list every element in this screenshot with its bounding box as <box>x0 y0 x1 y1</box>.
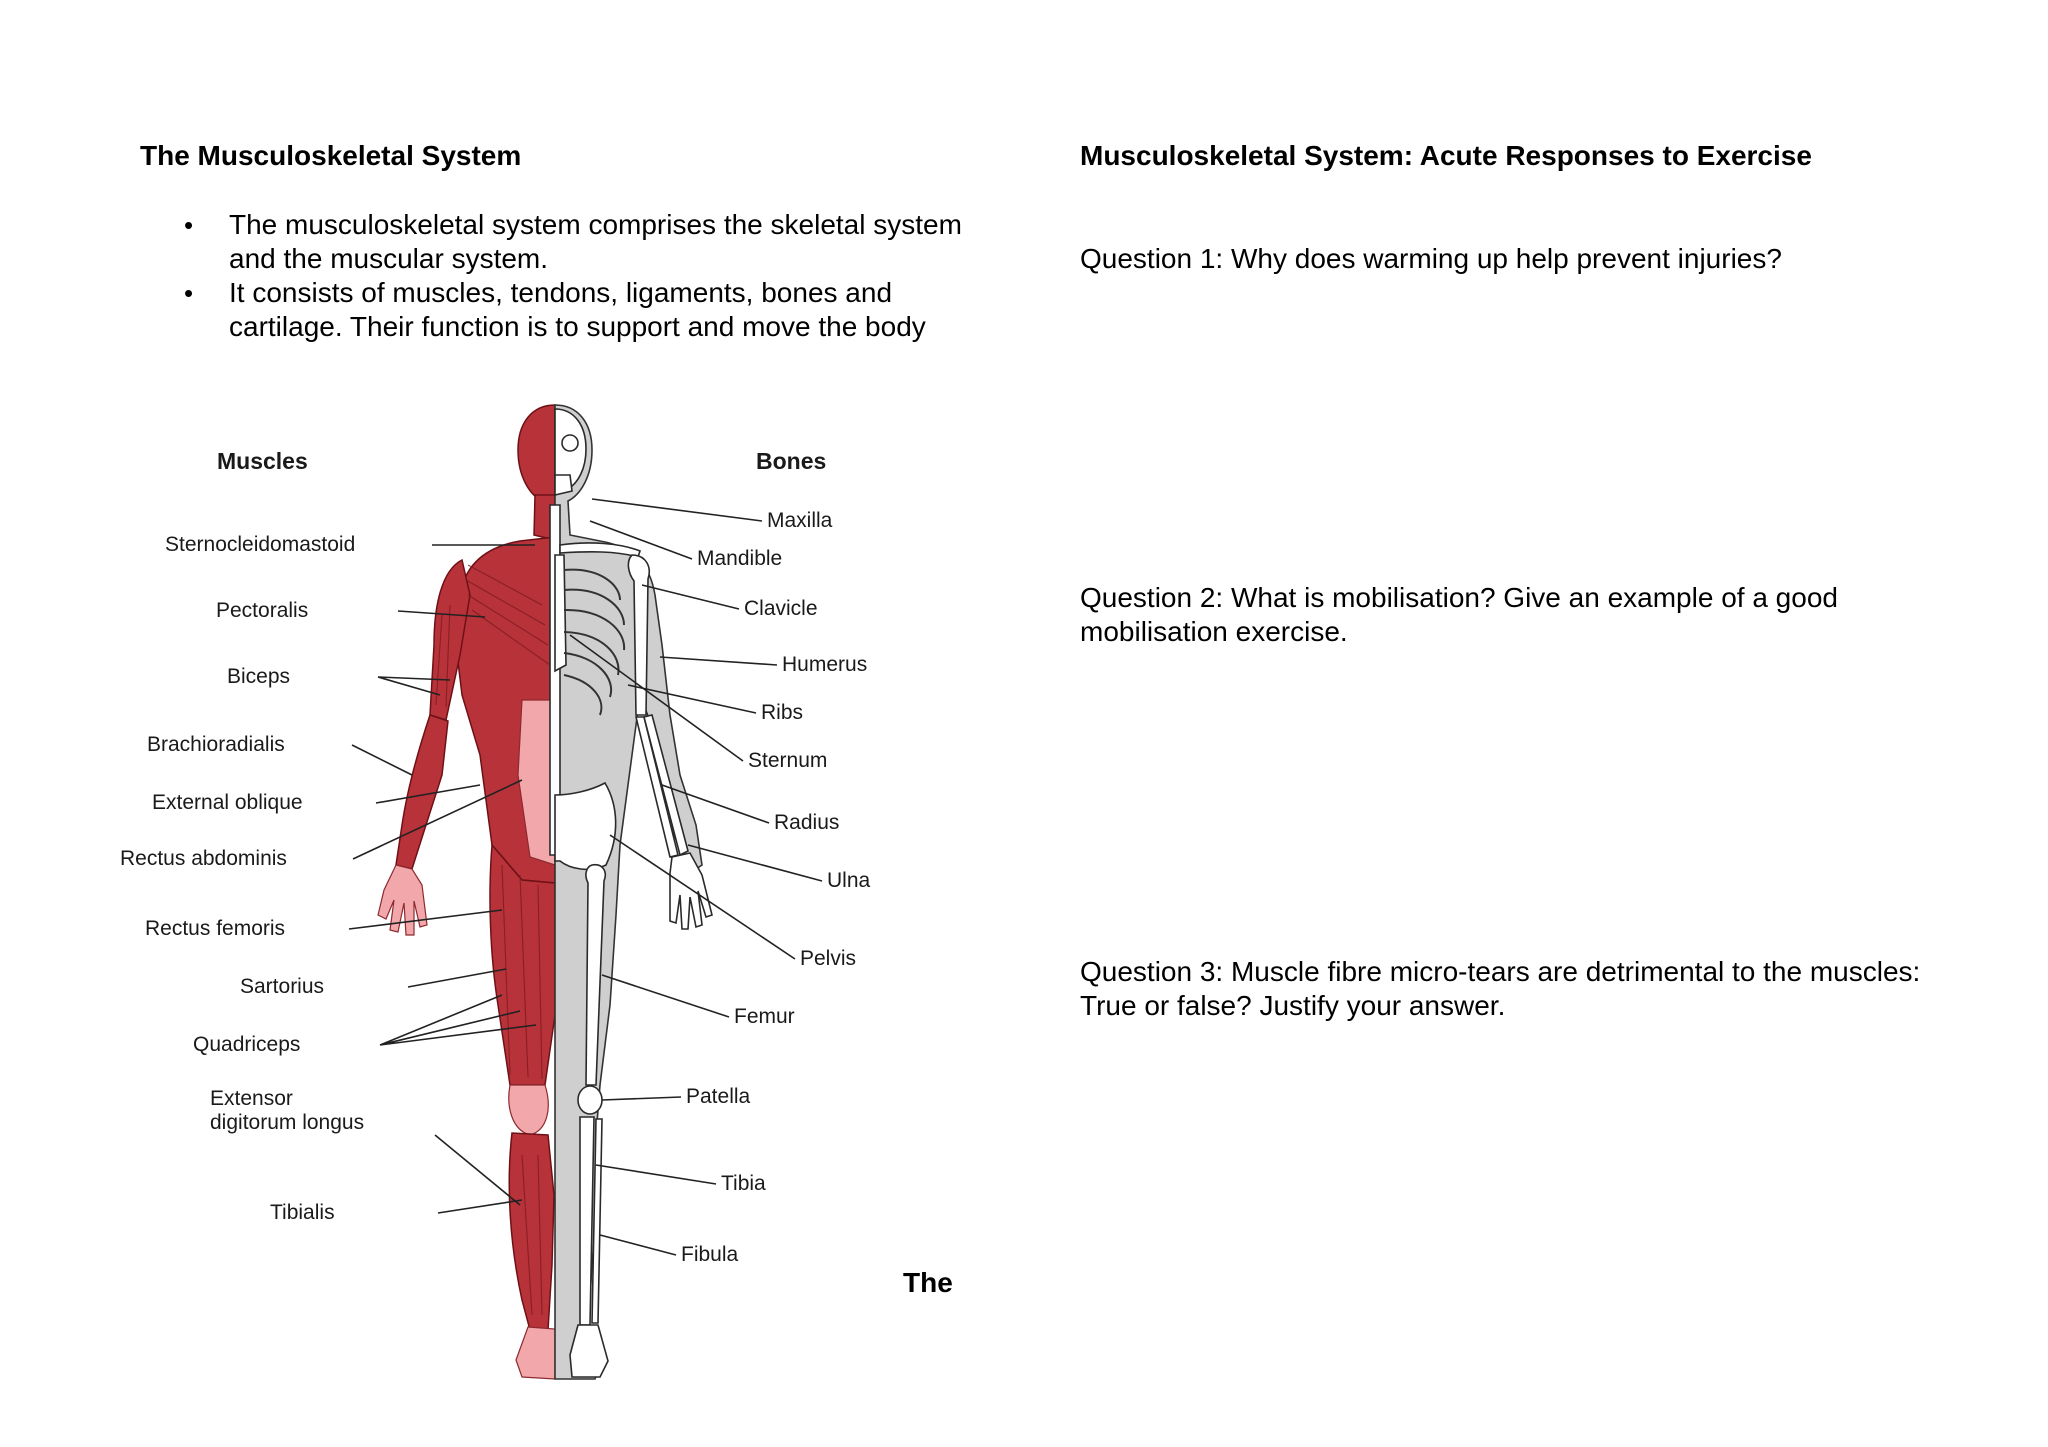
bone-label: Fibula <box>681 1243 739 1266</box>
muscle-label: Pectoralis <box>216 599 309 622</box>
bones-column-heading: Bones <box>756 448 827 474</box>
question-2: Question 2: What is mobilisation? Give an example of a good mobilisation exercise. <box>1080 582 1838 647</box>
muscle-label: digitorum longus <box>210 1111 365 1134</box>
bone-label: Ribs <box>761 701 804 724</box>
bone-label: Mandible <box>697 547 783 570</box>
bone-label: Femur <box>734 1005 795 1028</box>
muscle-label: Rectus abdominis <box>120 847 287 870</box>
bone-label: Pelvis <box>800 947 857 970</box>
bullet-item: • It consists of muscles, tendons, ligaments, bones and cartilage. Their function is to support and move the body <box>180 276 1000 344</box>
muscle-label: External oblique <box>152 791 303 814</box>
bone-label: Tibia <box>721 1172 766 1195</box>
muscle-label: Biceps <box>227 665 291 688</box>
anatomy-diagram <box>120 395 900 1385</box>
bone-label: Clavicle <box>744 597 818 620</box>
muscle-label: Tibialis <box>270 1201 335 1224</box>
bone-label: Humerus <box>782 653 868 676</box>
body-figure-muscle-half <box>378 405 555 1379</box>
bone-label: Radius <box>774 811 840 834</box>
bone-label: Ulna <box>827 869 871 892</box>
muscle-label: Sternocleidomastoid <box>165 533 356 556</box>
question-3: Question 3: Muscle fibre micro-tears are detrimental to the muscles: True or false? Justify your answer. <box>1080 956 1921 1021</box>
muscle-label: Sartorius <box>240 975 325 998</box>
bullet-item: • The musculoskeletal system comprises the skeletal system and the muscular system. <box>180 208 1000 276</box>
body-figure-skeleton-half <box>550 405 712 1379</box>
trailing-text: The <box>903 1267 953 1298</box>
muscles-column-heading: Muscles <box>217 448 308 474</box>
question-1: Question 1: Why does warming up help prevent injuries? <box>1080 243 1782 274</box>
intro-bullet-list <box>180 208 1000 344</box>
muscle-label: Rectus femoris <box>145 917 286 940</box>
bone-label: Sternum <box>748 749 828 772</box>
muscle-label: Brachioradialis <box>147 733 285 756</box>
bone-label: Maxilla <box>767 509 833 532</box>
right-section-heading: Musculoskeletal System: Acute Responses to Exercise <box>1080 140 1812 171</box>
left-section-heading: The Musculoskeletal System <box>140 140 522 171</box>
muscle-label: Extensor <box>210 1087 293 1110</box>
muscle-label: Quadriceps <box>193 1033 301 1056</box>
bone-label: Patella <box>686 1085 751 1108</box>
